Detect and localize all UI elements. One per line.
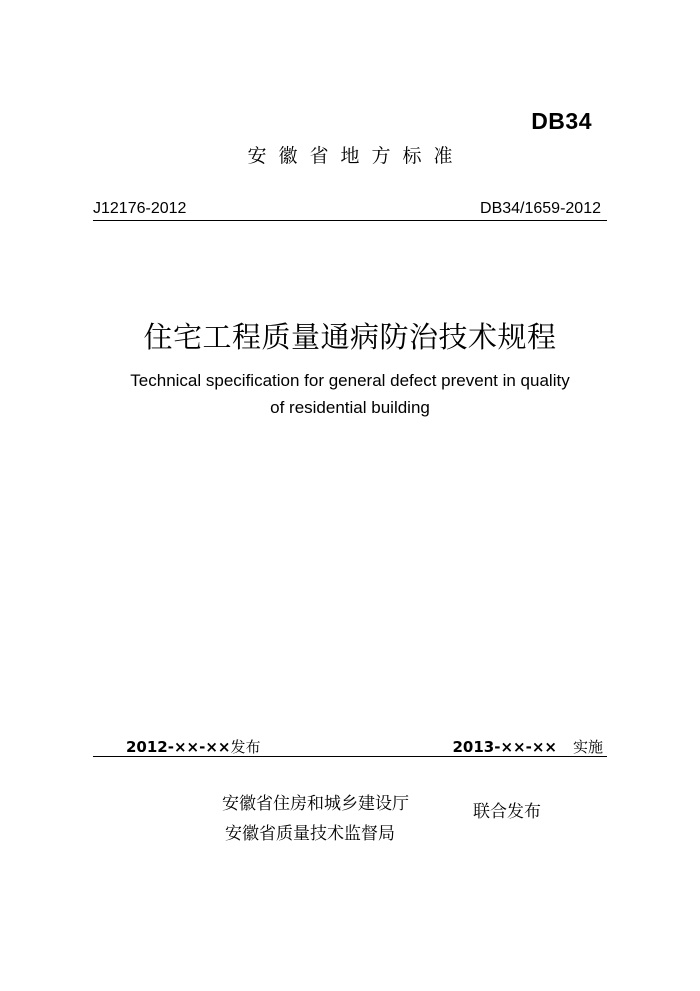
publish-date: 2012-××-×× (126, 738, 231, 756)
identifier-line (93, 200, 607, 221)
publish-info (126, 736, 261, 757)
standard-category: 安徽省地方标准 (247, 145, 465, 167)
document-title-english (0, 367, 700, 421)
publish-label: 发布 (230, 738, 261, 756)
standard-code-abbrev: DB34 (531, 108, 592, 134)
joint-publish-label: 联合发布 (473, 802, 541, 822)
standard-number: DB34/1659-2012 (480, 200, 601, 217)
dates-line (93, 736, 607, 757)
implement-label: 实施 (572, 738, 603, 756)
issuer-housing-department: 安徽省住房和城乡建设厅 (222, 794, 409, 814)
issuer-quality-bureau: 安徽省质量技术监督局 (225, 824, 395, 844)
record-number: J12176-2012 (93, 200, 187, 217)
title-english-line2: of residential building (270, 398, 430, 417)
document-title-chinese: 住宅工程质量通病防治技术规程 (143, 320, 557, 354)
issuing-organizations (222, 789, 409, 849)
title-english-line1: Technical specification for general defect prevent in quality (130, 371, 570, 390)
implement-date: 2013-××-×× (452, 738, 557, 756)
implement-info (453, 736, 604, 757)
